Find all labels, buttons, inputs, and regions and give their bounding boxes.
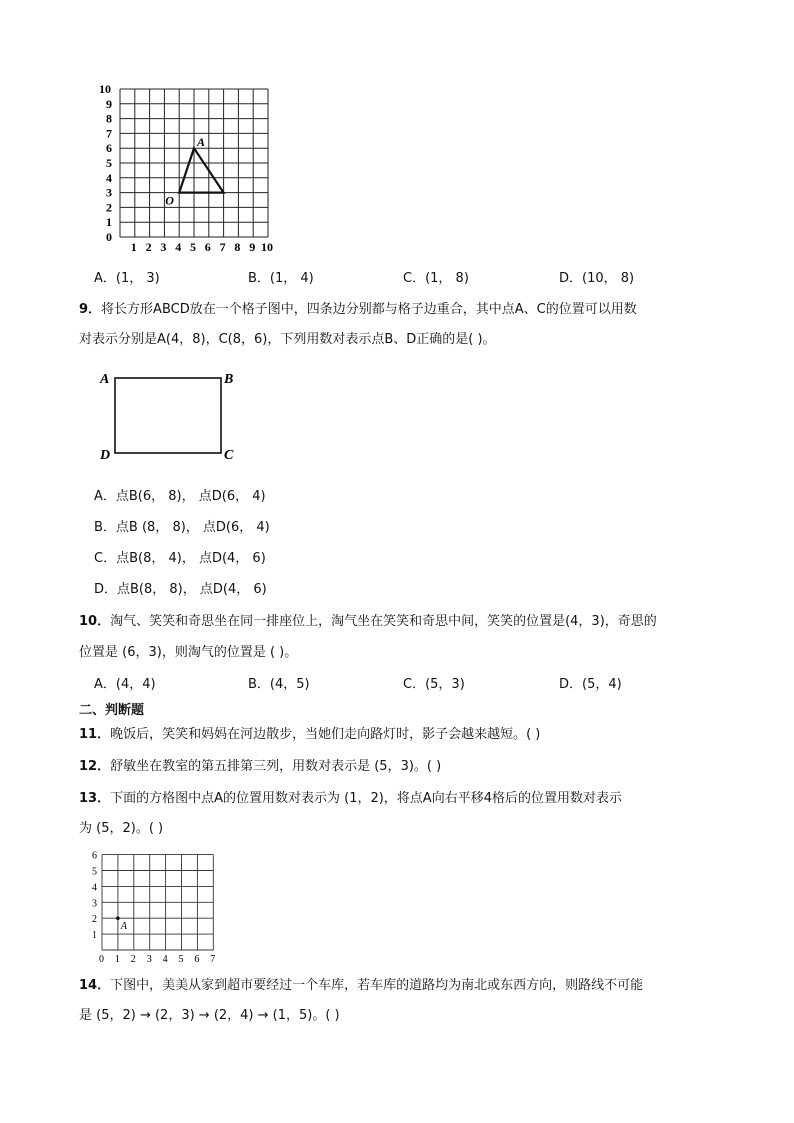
q13-x-tick-label: 6 (194, 954, 200, 965)
q13-point-a (116, 916, 120, 920)
q9-rectangle (115, 378, 221, 453)
q9-label-a: A (100, 372, 110, 387)
q8-y-tick-label: 7 (106, 126, 112, 141)
q8-option-a-text: (1， 3) (115, 271, 160, 286)
q8-x-tick-label: 4 (175, 240, 182, 254)
q10-option-c-letter: C． (403, 677, 426, 692)
q8-triangle (179, 148, 223, 192)
q9-option-b[interactable]: B．点B (8， 8)， 点D(6， 4) (94, 520, 270, 535)
q14-number: 14． (79, 978, 111, 993)
q9-stem-line1 (79, 301, 637, 319)
q8-y-tick-label: 9 (106, 96, 112, 111)
q10-stem-line2 (79, 644, 297, 662)
q9-option-c[interactable]: C．点B(8， 4)， 点D(4， 6) (94, 551, 266, 566)
q11-stem (79, 726, 540, 744)
q10-text-2: 位置是 (6，3)，则淘气的位置是 ( )。 (79, 645, 298, 660)
q14-stem-line1 (79, 977, 643, 995)
q9-number: 9． (79, 302, 102, 317)
q8-y-tick-label: 5 (106, 156, 112, 170)
q13-x-tick-label: 7 (210, 954, 216, 965)
q8-y-tick-label: 10 (99, 82, 111, 96)
q13-x-tick-label: 0 (99, 954, 104, 965)
q8-point-o-label: O (165, 193, 174, 208)
q10-option-b-text: (4，5) (269, 677, 310, 692)
q13-text-1: 下面的方格图中点A的位置用数对表示为 (1，2)，将点A向右平移4格后的位置用数对表示 (110, 791, 622, 806)
q8-y-tick-label: 1 (106, 215, 112, 230)
q8-y-tick-label: 0 (106, 230, 112, 244)
q14-stem-line2 (79, 1007, 340, 1025)
q8-option-c-text: (1， 8) (425, 271, 469, 286)
q9-stem-line2 (79, 331, 496, 349)
q12-number: 12． (79, 759, 111, 774)
q8-y-tick-label: 3 (106, 185, 112, 200)
q8-option-d[interactable] (559, 270, 634, 288)
q8-y-tick-label: 8 (106, 111, 112, 126)
q10-option-a-letter: A． (94, 677, 116, 692)
q12-text: 舒敏坐在教室的第五排第三列，用数对表示是 (5，3)。( ) (110, 759, 442, 774)
q8-option-a-letter: A． (94, 271, 116, 286)
q9-label-c: C (224, 448, 234, 463)
q8-option-b[interactable] (248, 270, 314, 288)
q13-y-tick-label: 6 (92, 850, 97, 862)
q13-x-tick-label: 2 (130, 954, 136, 965)
q8-x-tick-label: 2 (145, 240, 152, 254)
q8-x-tick-label: 6 (204, 240, 211, 254)
q13-number: 13． (79, 791, 111, 806)
q10-option-b-letter: B． (248, 677, 270, 692)
q13-stem-line1 (79, 790, 622, 808)
q10-option-d-letter: D． (559, 677, 583, 692)
q8-option-c-letter: C． (403, 271, 426, 286)
q13-grid-figure (88, 850, 228, 968)
q10-option-c[interactable] (403, 676, 465, 694)
q10-option-a[interactable] (94, 676, 156, 694)
q12-stem (79, 758, 441, 776)
q9-option-a[interactable]: A．点B(6， 8)， 点D(6， 4) (94, 489, 266, 504)
q8-x-tick-label: 3 (160, 240, 167, 254)
q8-x-tick-label: 9 (249, 240, 256, 254)
q13-y-tick-label: 1 (92, 930, 97, 942)
q9-option-d[interactable]: D．点B(8， 8)， 点D(4， 6) (94, 582, 267, 597)
q11-number: 11． (79, 727, 111, 742)
q8-x-tick-label: 7 (219, 240, 226, 254)
q11-text: 晚饭后，笑笑和妈妈在河边散步，当她们走向路灯时，影子会越来越短。( ) (110, 727, 541, 742)
q13-x-tick-label: 4 (162, 954, 168, 965)
q10-option-c-text: (5，3) (425, 677, 465, 692)
q13-x-tick-label: 3 (146, 954, 152, 965)
q8-y-tick-label: 2 (106, 200, 112, 215)
q8-y-tick-label: 6 (106, 141, 112, 156)
q8-option-d-text: (10， 8) (582, 271, 635, 286)
q10-text-1: 淘气、笑笑和奇思坐在同一排座位上，淘气坐在笑笑和奇思中间，笑笑的位置是(4，3)，奇思的 (110, 614, 657, 629)
q8-x-tick-label: 8 (234, 240, 241, 254)
q9-rectangle-figure (98, 366, 248, 466)
q8-x-tick-label: 10 (261, 240, 273, 254)
q8-x-tick-label: 5 (190, 240, 196, 254)
q10-stem-line1 (79, 613, 657, 631)
q10-number: 10． (79, 614, 111, 629)
q10-option-d-text: (5，4) (582, 677, 622, 692)
q13-y-tick-label: 2 (92, 914, 97, 926)
q14-text-1: 下图中，美美从家到超市要经过一个车库，若车库的道路均为南北或东西方向，则路线不可能 (110, 978, 644, 993)
q13-x-tick-label: 5 (178, 954, 184, 965)
q13-x-tick-label: 1 (114, 954, 120, 965)
q9-label-b: B (224, 372, 234, 387)
q8-option-b-letter: B． (248, 271, 270, 286)
q10-option-b[interactable] (248, 676, 310, 694)
q13-y-tick-label: 4 (92, 882, 97, 894)
q10-option-d[interactable] (559, 676, 622, 694)
q10-option-a-text: (4，4) (115, 677, 156, 692)
q13-stem-line2 (79, 820, 163, 838)
q9-label-d: D (100, 448, 111, 463)
q8-x-tick-label: 1 (130, 240, 137, 254)
section-2-heading: 二、判断题 (79, 703, 145, 718)
q8-option-a[interactable] (94, 270, 160, 288)
q9-text-2: 对表示分别是A(4，8)，C(8，6)，下列用数对表示点B、D正确的是( )。 (79, 332, 496, 347)
q13-y-tick-label: 3 (92, 898, 97, 910)
q8-grid-figure (95, 82, 295, 262)
q13-point-a-label: A (120, 921, 128, 933)
q8-option-d-letter: D． (559, 271, 583, 286)
q8-point-a-label: A (197, 135, 206, 150)
q8-option-b-text: (1， 4) (269, 271, 314, 286)
q13-y-tick-label: 5 (92, 866, 97, 878)
q9-text-1: 将长方形ABCD放在一个格子图中，四条边分别都与格子边重合，其中点A、C的位置可以用数 (101, 302, 637, 317)
q14-text-2: 是 (5，2) → (2，3) → (2，4) → (1，5)。( ) (79, 1008, 340, 1023)
q8-option-c[interactable] (403, 270, 469, 288)
q13-text-2: 为 (5，2)。( ) (79, 821, 164, 836)
q8-y-tick-label: 4 (106, 170, 112, 185)
